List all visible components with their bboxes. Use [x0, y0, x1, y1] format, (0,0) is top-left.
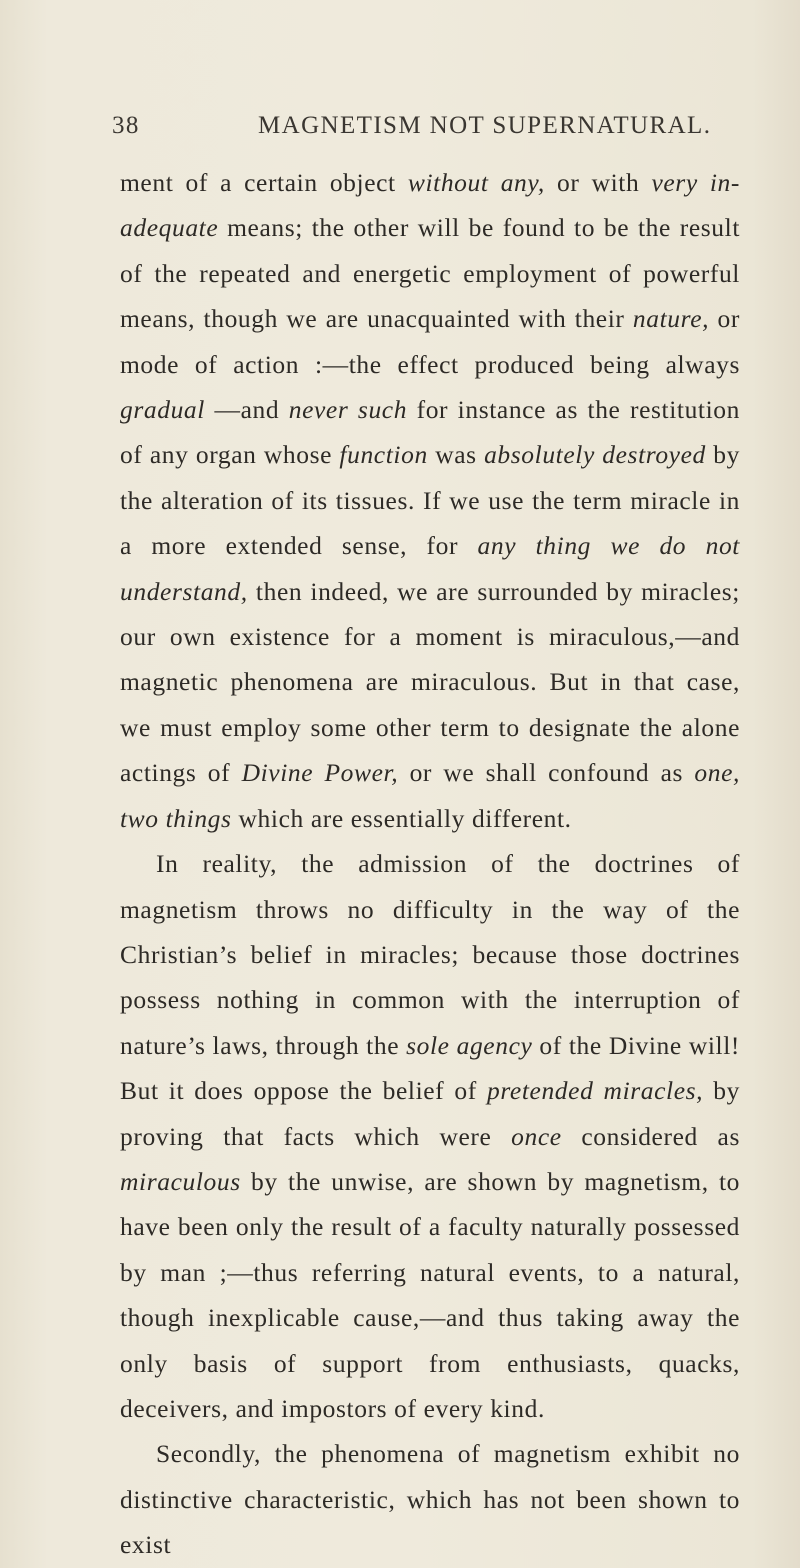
text-run: means; the other will be found to be the result of the repeated and energetic employment of powerful means, though we are unacquainted with their: [120, 213, 740, 334]
emphasis: pretended miracles,: [487, 1076, 704, 1106]
emphasis: one, two things: [120, 758, 741, 833]
emphasis: such: [357, 395, 408, 425]
paragraph-3: [120, 1431, 740, 1567]
emphasis: absolutely destroyed: [484, 440, 706, 470]
text-run: [348, 395, 358, 424]
text-run: which are essentially different.: [231, 803, 572, 833]
text-run: In reality, the admission of the doctrines of magnetism throws no difficulty in the way of the Christian’s belief in miracles; because those doctrines possess nothing in common with the interruption of nature’s laws, through the: [120, 849, 740, 1060]
text-run: considered as: [561, 1121, 740, 1151]
text-run: or mode of action :—the effect produced being always: [120, 304, 740, 379]
text-run: for instance as the restitution of any organ whose: [120, 395, 740, 470]
text-run: or with: [544, 168, 652, 197]
text-run: —and: [204, 395, 289, 425]
emphasis: function: [339, 440, 428, 470]
emphasis: Divine Power,: [241, 758, 399, 788]
emphasis: never: [288, 395, 349, 425]
emphasis: once: [511, 1121, 562, 1151]
emphasis: any thing we do not understand,: [120, 531, 740, 606]
body-text: [120, 160, 740, 1568]
text-run: of the Divine will! But it does oppose the belief of: [120, 1030, 740, 1106]
running-head: [112, 112, 740, 156]
emphasis: without any,: [407, 168, 545, 197]
text-run: was: [427, 440, 485, 470]
emphasis: gradual: [120, 395, 205, 425]
text-run: or we shall confound as: [398, 758, 695, 788]
text-run: by the unwise, are shown by magnetism, to have been only the result of a faculty naturally possessed by man ;—thus referring natural events, to a natural, though inexplicable cause,—and thus taking away the only basis of support from enthusiasts, quacks, deceivers, and impostors of every kind.: [120, 1166, 740, 1423]
running-title: MAGNETISM NOT SUPERNATURAL.: [258, 112, 712, 139]
emphasis: very in-adequate: [120, 168, 740, 243]
text-run: then indeed, we are surrounded by miracles; our own existence for a moment is miraculous,—and magnetic phenomena are miraculous. But in that case, we must employ some other term to designate the alone actings of: [120, 576, 740, 788]
text-run: by proving that facts which were: [120, 1076, 740, 1151]
paragraph-2: [120, 841, 740, 1431]
emphasis: miraculous: [120, 1166, 241, 1196]
text-run: Secondly, the phenomena of magnetism exhibit no distinctive characteristic, which has not been shown to exist: [120, 1439, 740, 1560]
paragraph-1: [120, 160, 740, 841]
emphasis: sole agency: [406, 1030, 533, 1060]
text-run: by the alteration of its tissues. If we use the term miracle in a more extended sense, for: [120, 440, 740, 561]
page-number: 38: [112, 112, 140, 139]
emphasis: nature,: [632, 304, 710, 334]
text-run: ment of a certain object: [120, 168, 408, 197]
